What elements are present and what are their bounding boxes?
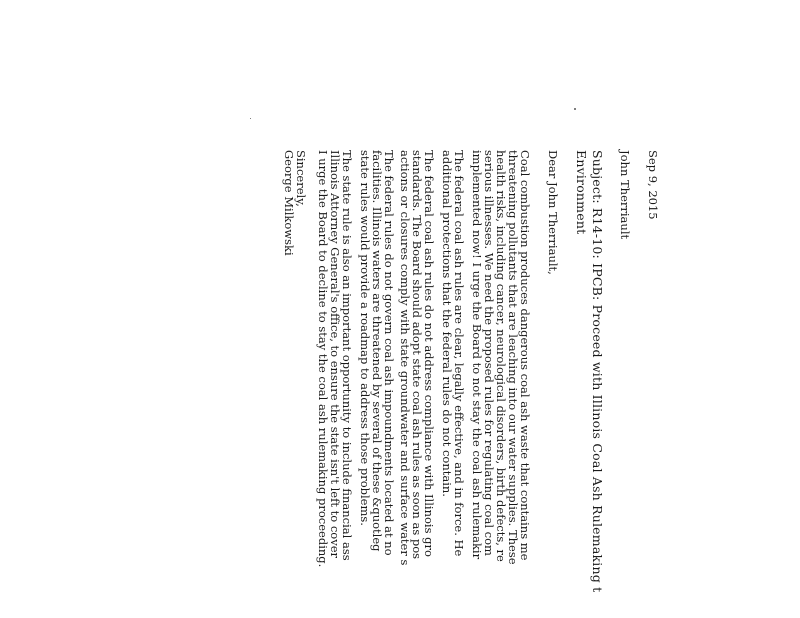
signoff: Sincerely,: [294, 150, 308, 207]
letter-subject-line-1: Subject: R14-10: IPCB: Proceed with Illinois Coal Ash Rulemaking t: [590, 150, 605, 593]
letter-recipient: John Therriault: [618, 150, 632, 240]
letter-date: Sep 9, 2015: [646, 150, 660, 220]
letter-subject-line-2: Environment: [574, 150, 589, 235]
rotated-letter: [330, 150, 660, 618]
paragraph-1-line: health risks, including cancer, neurological disorders, birth defects, re: [494, 150, 508, 562]
paragraph-3-line: The federal coal ash rules do not address compliance with Illinois gro: [422, 150, 436, 557]
scan-speck: [574, 108, 576, 110]
paragraph-5-line: The state rule is also an important opportunity to include financial ass: [340, 150, 354, 561]
paragraph-2-line: additional protections that the federal rules do not contain.: [440, 150, 454, 497]
paragraph-3-line: actions or closures comply with state groundwater and surface water s: [398, 150, 412, 566]
scan-speck: [250, 118, 251, 119]
paragraph-1-line: serious illnesses. We need the proposed rules for regulating coal com: [482, 150, 496, 556]
paragraph-4-line: state rules would provide a roadmap to address those problems.: [358, 150, 372, 526]
paragraph-1-line: Coal combustion produces dangerous coal ash waste that contains me: [518, 150, 532, 561]
paragraph-2-line: The federal coal ash rules are clear, legally effective, and in force. He: [452, 150, 466, 557]
rotated-letter-closing: [270, 150, 330, 618]
paragraph-4-line: The federal rules do not govern coal ash impoundments located at no: [382, 150, 396, 556]
paragraph-1-line: implemented now! I urge the Board to not stay the coal ash rulemakir: [470, 150, 484, 560]
closing-request: I urge the Board to decline to stay the coal ash rulemaking proceeding.: [316, 150, 330, 568]
paragraph-1-line: threatening pollutants that are leaching into our water supplies. These: [506, 150, 520, 565]
paragraph-5-line: Illinois Attorney General's office, to ensure the state isn't left to cover: [328, 150, 342, 558]
paragraph-3-line: standards. The Board should adopt state coal ash rules as soon as pos: [410, 150, 424, 560]
letter-salutation: Dear John Therriault,: [546, 150, 560, 275]
paragraph-4-line: facilities. Illinois waters are threatened by several of these &quotleg: [370, 150, 384, 552]
signature: George Milkowski: [282, 150, 296, 256]
